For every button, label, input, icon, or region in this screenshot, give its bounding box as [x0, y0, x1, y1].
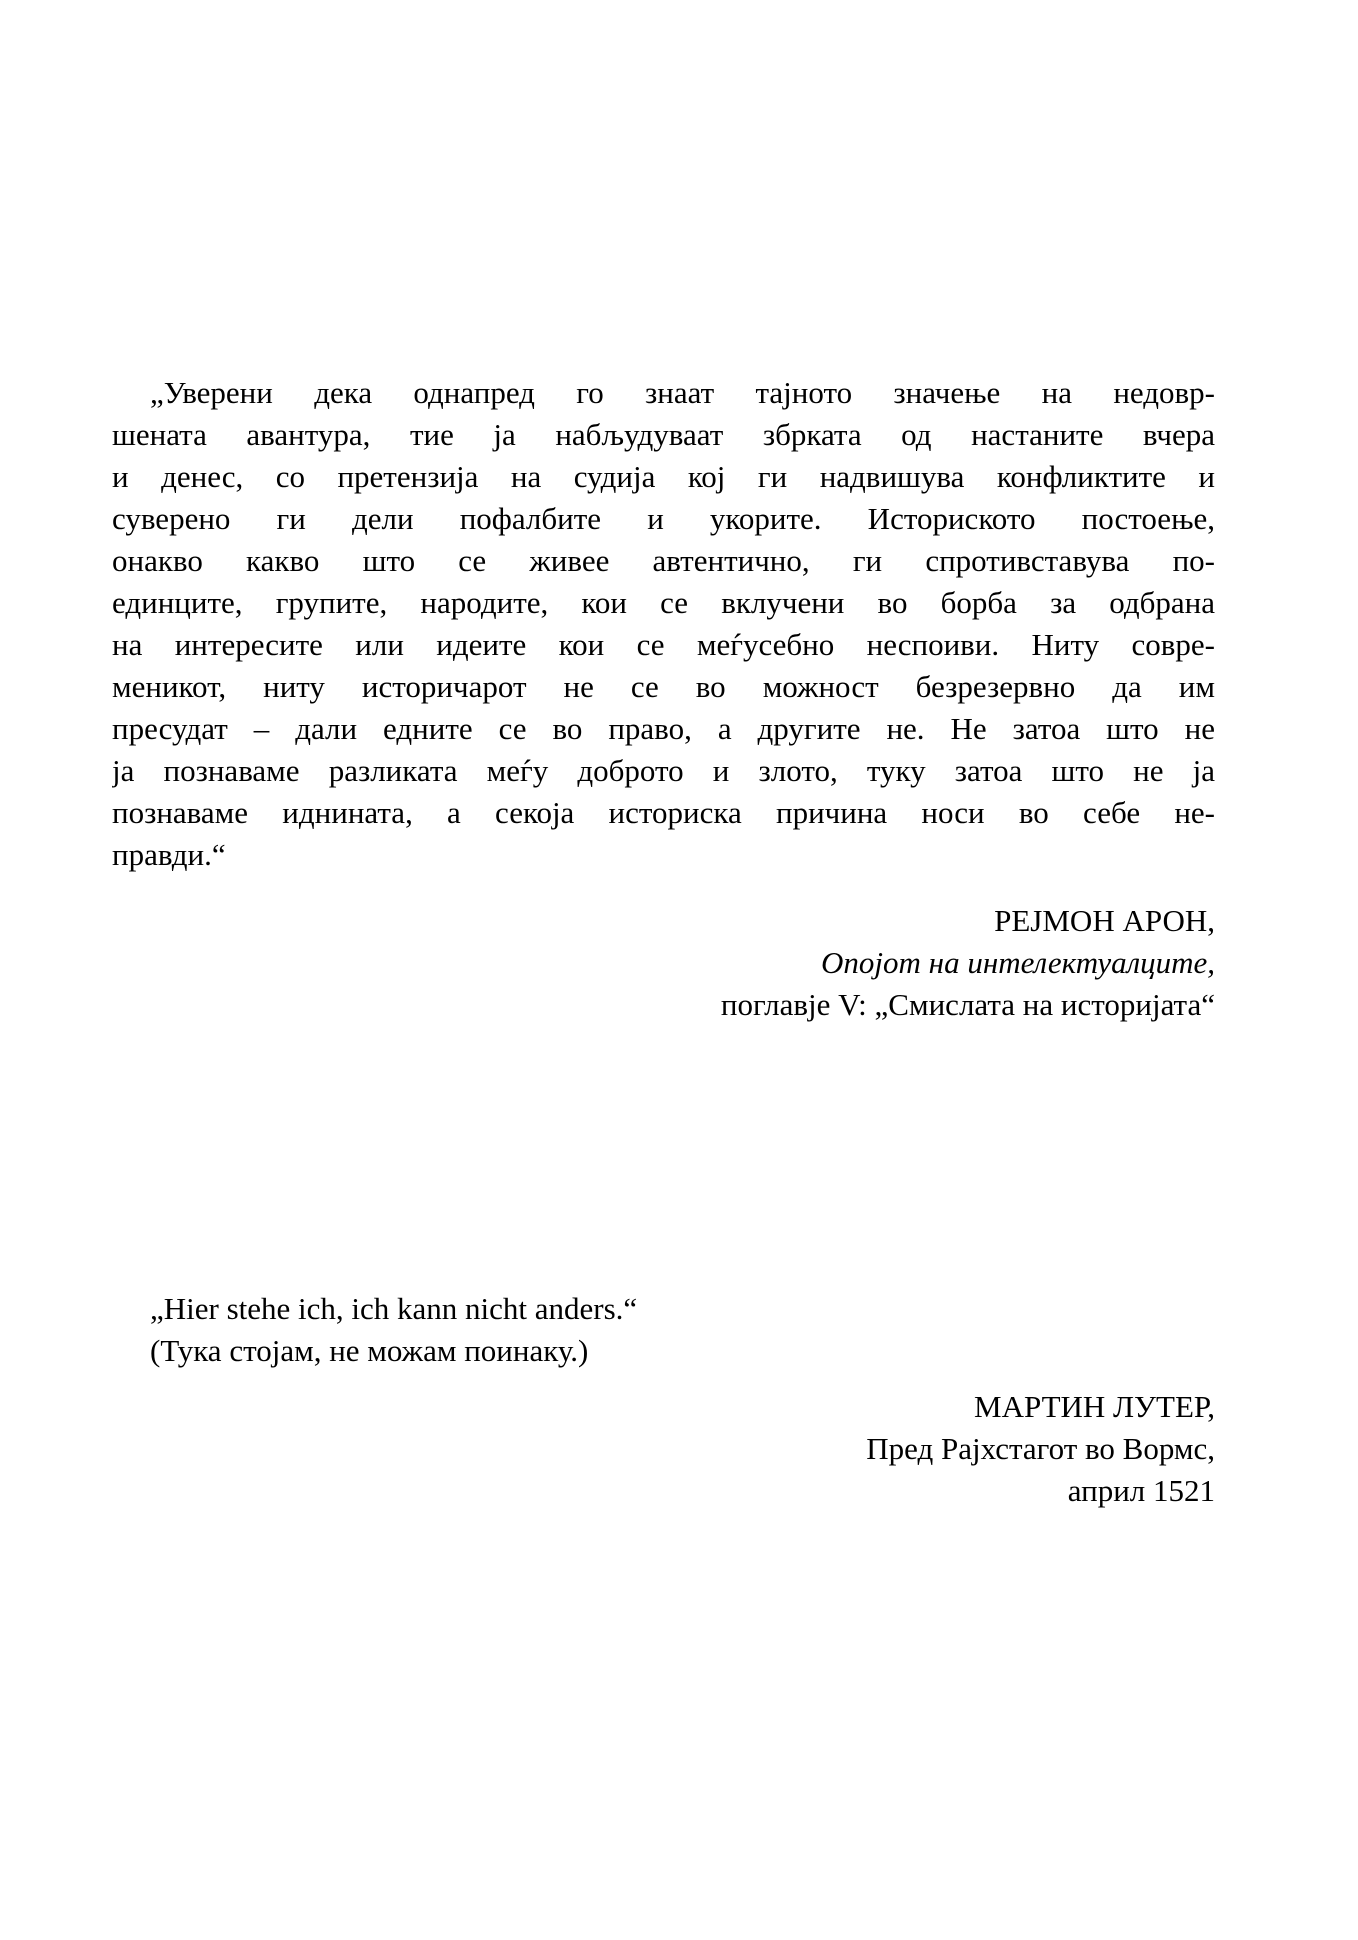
attribution-work-title: Опојот на интелектуалците, — [821, 945, 1215, 980]
attribution-author: МАРТИН ЛУТЕР, — [974, 1389, 1215, 1424]
quote-translation: (Тука стојам, не можам поинаку.) — [150, 1333, 589, 1368]
quote-line: шената авантура, тие ја набљудуваат збрката од настаните вчера — [112, 417, 1215, 452]
luther-quote-block — [112, 1288, 1215, 1372]
quote-line: правди.“ — [112, 837, 226, 872]
attribution-chapter: поглавје V: „Смислата на историјата“ — [720, 987, 1215, 1022]
quote-line: на интересите или идеите кои се меѓусебно неспоиви. Ниту совре- — [112, 627, 1215, 662]
quote-line: суверено ги дели пофалбите и укорите. Историското постоење, — [112, 501, 1215, 536]
quote-line: и денес, со претензија на судија кој ги надвишува конфликтите и — [112, 459, 1215, 494]
quote-line: пресудат – дали едните се во право, а другите не. Не затоа што не — [112, 711, 1215, 746]
attribution-author: РЕЈМОН АРОН, — [994, 903, 1215, 938]
quote-line: познаваме иднината, а секоја историска причина носи во себе не- — [112, 795, 1215, 830]
aron-quote-paragraph — [112, 372, 1215, 876]
quote-line: „Уверени дека однапред го знаат тајното значење на недовр- — [150, 375, 1215, 410]
quote-line: меникот, ниту историчарот не се во можност безрезервно да им — [112, 669, 1215, 704]
attribution-date: април 1521 — [1067, 1473, 1215, 1508]
quote-line: единците, групите, народите, кои се вклучени во борба за одбрана — [112, 585, 1215, 620]
luther-attribution — [112, 1386, 1215, 1512]
quote-line: ја познаваме разликата меѓу доброто и злото, туку затоа што не ја — [112, 753, 1215, 788]
quote-line: онакво какво што се живее автентично, ги спротивставува по- — [112, 543, 1215, 578]
aron-attribution — [112, 900, 1215, 1026]
page-content — [112, 372, 1215, 1512]
attribution-occasion: Пред Рајхстагот во Вормс, — [866, 1431, 1215, 1466]
quote-original-german: „Hier stehe ich, ich kann nicht anders.“ — [150, 1291, 638, 1326]
